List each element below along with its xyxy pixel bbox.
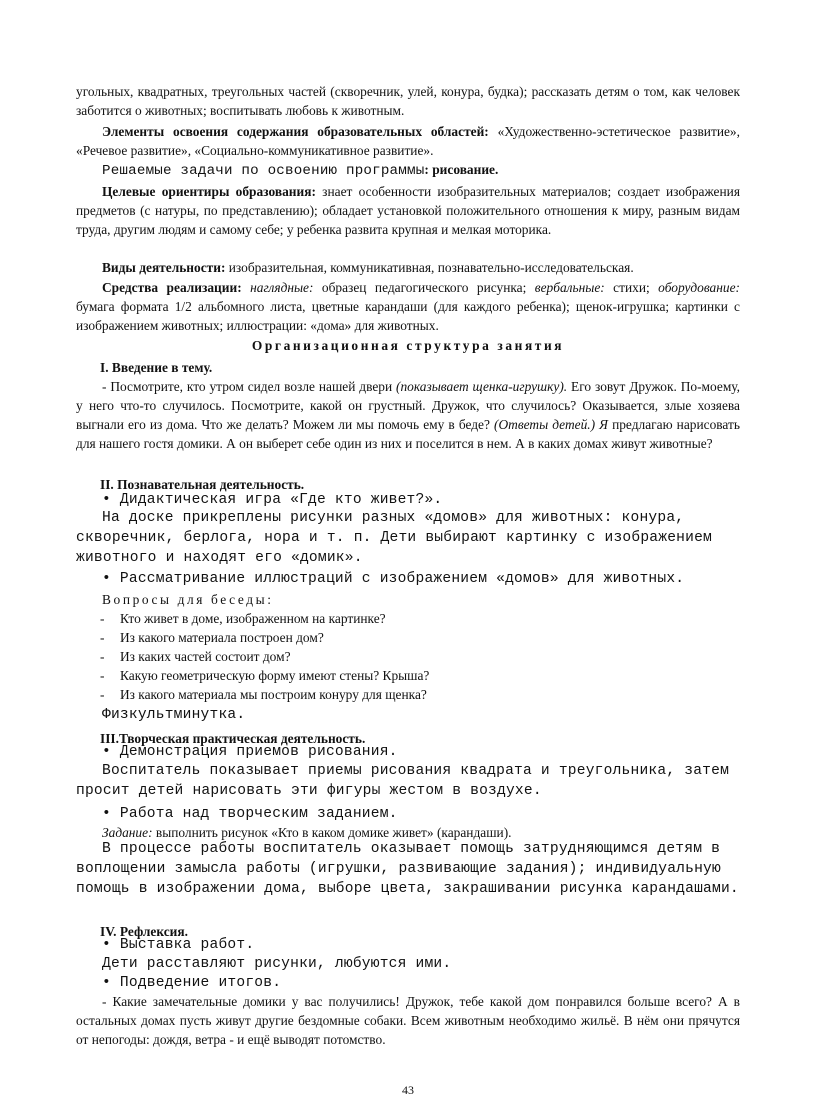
dash-marker: - <box>100 611 105 626</box>
paragraph-text: знает особенности изобразительных материалов; создает изображения предметов (с натуры, по представлению); обладает установкой положительного отношения к миру, разным видам труда, другим людям и самому себе; у ребенка развита крупная и мелкая моторика. <box>76 184 740 237</box>
italic-stage-note: (показывает щенка-игрушку). <box>396 379 568 394</box>
heading-cognitive: II. Познавательная деятельность. <box>100 477 305 492</box>
paragraph-goals-continued <box>76 82 740 120</box>
paragraph-text: предлагаю нарисовать для нашего гостя домики. А он выберет себе один из них и поселится в нем. А в каких домах живут животные? <box>76 417 740 451</box>
heading-creative: III.Творческая практическая деятельность. <box>100 731 366 746</box>
paragraph-text: «Художественно-эстетическое развитие», «Речевое развитие», «Социально-коммуникативное развитие». <box>76 124 740 158</box>
paragraph-introduction <box>76 377 740 453</box>
paragraph-text: - Посмотрите, кто утром сидел возле нашей двери <box>102 379 397 394</box>
question-item <box>100 609 740 628</box>
paragraph-board-pictures: На доске прикреплены рисунки разных «домов» для животных: конура, скворечник, берлога, нора и т. п. Дети выбирают картинку с изображением животного и находят его «домик». <box>76 510 712 566</box>
question-item <box>100 647 740 666</box>
paragraph-educational-areas <box>76 122 740 160</box>
paragraph-help: В процессе работы воспитатель оказывает помощь затрудняющимся детям в воплощении замысла работы (игрушки, развивающие задания); индивидуальную помощь в изображении дома, выборе цвета, закрашивании рисунка карандашами. <box>76 841 739 897</box>
heading-reflection: IV. Рефлексия. <box>100 924 188 939</box>
label-activities: Виды деятельности: <box>102 260 226 275</box>
question-text: Какую геометрическую форму имеют стены? Крыша? <box>120 668 430 683</box>
tasks-text: Решаемые задачи по освоению программы <box>102 163 425 179</box>
bullet-demonstration: • Демонстрация приемов рисования. <box>102 744 398 760</box>
line-children-arrange: Дети расставляют рисунки, любуются ими. <box>102 956 452 972</box>
paragraph-text: образец педагогического рисунка; <box>313 280 535 295</box>
bullet-creative-task: • Работа над творческим заданием. <box>102 806 398 822</box>
italic-equipment: оборудование: <box>658 280 740 295</box>
paragraph-activities <box>76 258 740 277</box>
paragraph-text: угольных, квадратных, треугольных частей (скворечник, улей, конура, будка); рассказать детям о том, как человек заботится о животных; воспитывать любовь к животным. <box>76 84 740 118</box>
question-text: Кто живет в доме, изображенном на картинке? <box>120 611 386 626</box>
heading-introduction: I. Введение в тему. <box>100 360 213 375</box>
paragraph-teacher-shows: Воспитатель показывает приемы рисования квадрата и треугольника, затем просит детей нарисовать эти фигуры жестом в воздухе. <box>76 763 730 799</box>
task-text: выполнить рисунок «Кто в каком домике живет» (карандаши). <box>152 825 512 840</box>
italic-answers: (Ответы детей.) Я <box>494 417 608 432</box>
physical-break: Физкультминутка. <box>102 707 246 723</box>
task-label: Задание: <box>102 825 153 840</box>
paragraph-means <box>76 278 740 335</box>
question-text: Из какого материала мы построим конуру для щенка? <box>120 687 427 702</box>
section-title: Организационная структура занятия <box>251 338 565 353</box>
label-targets: Целевые ориентиры образования: <box>102 184 316 199</box>
paragraph-text: бумага формата 1/2 альбомного листа, цветные карандаши (для каждого ребенка); щенок-игрушка; картинки с изображением животных; иллюстрации: «дома» для животных. <box>76 299 740 333</box>
dash-marker: - <box>100 630 105 645</box>
page-number: 43 <box>402 1083 414 1097</box>
paragraph-text: стихи; <box>604 280 659 295</box>
dash-marker: - <box>100 649 105 664</box>
paragraph-text: Его зовут Дружок. По-моему, у него что-то случилось. Посмотрите, какой он грустный. Дружок, что случилось? Оказывается, злые хозяева выгнали его из дома. Что же делать? Можем ли мы помочь ему в беде? <box>76 379 740 432</box>
bullet-illustrations: • Рассматривание иллюстраций с изображением «домов» для животных. <box>102 571 685 587</box>
question-item <box>100 666 740 685</box>
italic-visual: наглядные: <box>241 280 314 295</box>
questions-title: Вопросы для беседы: <box>102 592 274 607</box>
question-item <box>100 628 740 647</box>
paragraph-conclusion: - Какие замечательные домики у вас получились! Дружок, тебе какой дом понравился больше всего? А в остальных домах пусть живут другие бездомные собаки. Всем животным необходимо жильё. В нём они прячутся от непогоды: дождя, ветра - и ещё выводят потомство. <box>76 994 740 1047</box>
question-text: Из какого материала построен дом? <box>120 630 324 645</box>
dash-marker: - <box>100 687 105 702</box>
bullet-summary: • Подведение итогов. <box>102 975 282 991</box>
bullet-didactic-game: • Дидактическая игра «Где кто живет?». <box>102 492 443 508</box>
question-item <box>100 685 740 704</box>
label-educational-areas: Элементы освоения содержания образовательных областей: <box>102 124 489 139</box>
question-text: Из каких частей состоит дом? <box>120 649 291 664</box>
paragraph-tasks <box>76 160 740 182</box>
tasks-bold: : рисование. <box>424 162 499 177</box>
dash-marker: - <box>100 668 105 683</box>
label-means: Средства реализации: <box>102 280 242 295</box>
paragraph-targets <box>76 182 740 239</box>
italic-verbal: вербальные: <box>534 280 605 295</box>
paragraph-text: изобразительная, коммуникативная, познавательно-исследовательская. <box>225 260 634 275</box>
bullet-exhibition: • Выставка работ. <box>102 937 255 953</box>
